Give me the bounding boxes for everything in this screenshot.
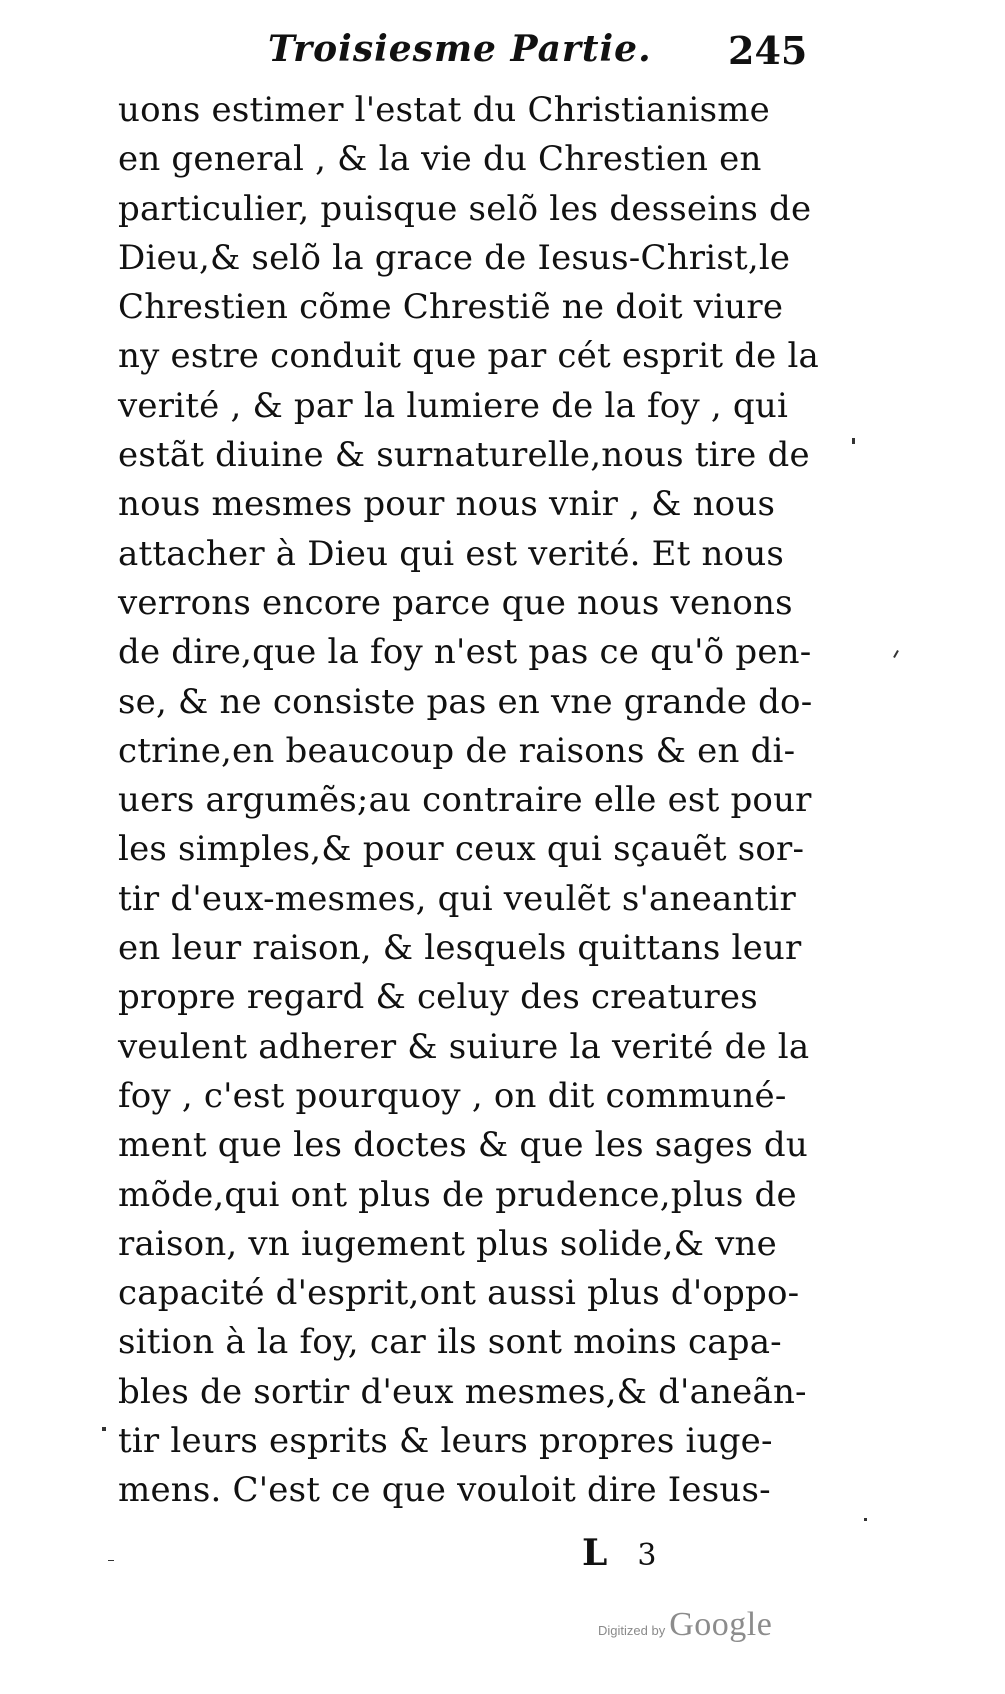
text-line: Dieu,& selõ la grace de Iesus-Christ,le bbox=[118, 237, 791, 278]
text-line: particulier, puisque selõ les desseins de bbox=[118, 188, 812, 229]
digitized-by-label: Digitized by bbox=[598, 1623, 666, 1638]
text-line: uers argumẽs;au contraire elle est pour bbox=[118, 780, 812, 821]
text-line: estãt diuine & surnaturelle,nous tire de bbox=[118, 435, 810, 476]
text-line: capacité d'esprit,ont aussi plus d'oppo- bbox=[118, 1273, 800, 1314]
text-line: verité , & par la lumiere de la foy , qui bbox=[118, 385, 789, 426]
text-line: en leur raison, & lesquels quittans leur bbox=[118, 928, 802, 969]
text-line: foy , c'est pourquoy , on dit communé- bbox=[118, 1075, 787, 1116]
text-line: sition à la foy, car ils sont moins capa- bbox=[118, 1322, 782, 1363]
signature-letter: L bbox=[582, 1532, 608, 1574]
text-line: nous mesmes pour nous vnir , & nous bbox=[118, 484, 776, 525]
scan-speck bbox=[864, 1518, 867, 1521]
scan-speck bbox=[102, 1427, 106, 1431]
text-line: se, & ne consiste pas en vne grande do- bbox=[118, 681, 813, 722]
page-number: 245 bbox=[728, 28, 808, 73]
signature-mark bbox=[582, 1532, 656, 1574]
text-line: raison, vn iugement plus solide,& vne bbox=[118, 1223, 777, 1264]
text-line: propre regard & celuy des creatures bbox=[118, 977, 758, 1018]
scan-speck bbox=[108, 1560, 114, 1561]
text-line: uons estimer l'estat du Christianisme bbox=[118, 90, 770, 130]
body-text bbox=[118, 86, 818, 1516]
text-line: veulent adherer & suiure la verité de la bbox=[118, 1026, 810, 1067]
text-line: Chrestien cõme Chrestiẽ ne doit viure bbox=[118, 287, 784, 328]
google-logo: Google bbox=[669, 1606, 773, 1643]
text-line: bles de sortir d'eux mesmes,& d'aneãn- bbox=[118, 1371, 807, 1412]
text-line: ctrine,en beaucoup de raisons & en di- bbox=[118, 730, 796, 771]
text-line: attacher à Dieu qui est verité. Et nous bbox=[118, 533, 785, 574]
text-line: les simples,& pour ceux qui sçauẽt sor- bbox=[118, 829, 805, 870]
scan-speck bbox=[893, 650, 899, 658]
digitized-watermark bbox=[598, 1606, 772, 1644]
signature-number: 3 bbox=[637, 1538, 657, 1573]
text-line: en general , & la vie du Chrestien en bbox=[118, 139, 762, 180]
text-line: tir d'eux-mesmes, qui veulẽt s'aneantir bbox=[118, 878, 796, 919]
running-title: Troisiesme Partie. bbox=[268, 28, 652, 70]
text-line: ny estre conduit que par cét esprit de la bbox=[118, 336, 820, 377]
text-line: tir leurs esprits & leurs propres iuge- bbox=[118, 1421, 773, 1462]
text-line: de dire,que la foy n'est pas ce qu'õ pen- bbox=[118, 632, 812, 673]
scan-speck bbox=[852, 438, 855, 444]
text-line: verrons encore parce que nous venons bbox=[118, 582, 793, 623]
text-line: mens. C'est ce que vouloit dire Iesus- bbox=[118, 1470, 771, 1511]
text-line: mõde,qui ont plus de prudence,plus de bbox=[118, 1174, 797, 1215]
text-line: ment que les doctes & que les sages du bbox=[118, 1125, 808, 1166]
